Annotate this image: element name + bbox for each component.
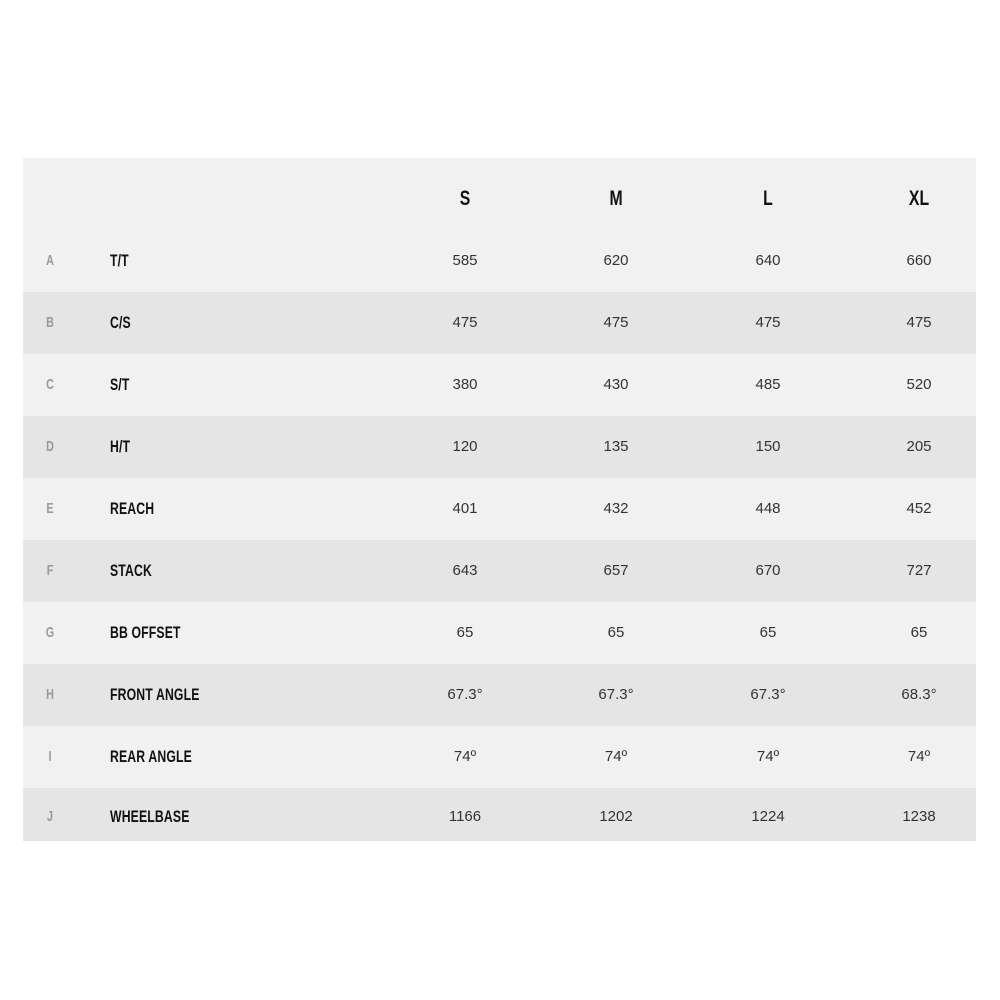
row-value: 401: [452, 500, 478, 517]
size-header: L: [763, 187, 773, 210]
row-label: BB OFFSET: [110, 623, 181, 642]
table-row: [23, 416, 976, 478]
row-label: STACK: [110, 561, 152, 580]
header-row: [23, 168, 976, 230]
row-value: 1166: [448, 808, 482, 825]
row-value: 430: [603, 376, 629, 393]
row-value: 67.3°: [447, 686, 483, 703]
row-value: 135: [603, 438, 629, 455]
row-value: 670: [755, 562, 781, 579]
row-value: 485: [755, 376, 781, 393]
table-row: [23, 602, 976, 664]
row-label: H/T: [110, 437, 131, 456]
row-letter: F: [46, 562, 54, 579]
row-value: 660: [906, 252, 932, 269]
row-value: 205: [906, 438, 932, 455]
row-value: 74º: [907, 748, 931, 765]
row-value: 67.3°: [598, 686, 634, 703]
row-label: WHEELBASE: [110, 807, 190, 826]
row-letter: G: [45, 624, 55, 641]
row-value: 520: [906, 376, 932, 393]
table-row: [23, 726, 976, 788]
row-letter: J: [46, 808, 54, 825]
table-row: [23, 354, 976, 416]
row-value: 65: [759, 624, 777, 641]
row-letter: I: [48, 748, 52, 765]
row-letter: D: [46, 438, 54, 455]
row-value: 74º: [756, 748, 780, 765]
row-value: 475: [452, 314, 478, 331]
row-value: 585: [452, 252, 478, 269]
row-letter: A: [46, 252, 54, 269]
row-value: 74º: [604, 748, 628, 765]
row-value: 1224: [751, 808, 785, 825]
row-letter: E: [46, 500, 54, 517]
row-label: T/T: [110, 251, 129, 270]
row-value: 1238: [902, 808, 936, 825]
row-value: 120: [452, 438, 478, 455]
table-row: [23, 664, 976, 726]
row-value: 448: [755, 500, 781, 517]
row-letter: C: [46, 376, 54, 393]
row-value: 67.3°: [750, 686, 786, 703]
row-value: 65: [607, 624, 625, 641]
row-value: 150: [755, 438, 781, 455]
row-label: C/S: [110, 313, 131, 332]
row-value: 475: [906, 314, 932, 331]
row-letter: H: [46, 686, 54, 703]
row-letter: B: [46, 314, 54, 331]
table-row: [23, 540, 976, 602]
row-value: 65: [456, 624, 474, 641]
row-value: 620: [603, 252, 629, 269]
row-value: 380: [452, 376, 478, 393]
row-value: 65: [910, 624, 928, 641]
row-value: 640: [755, 252, 781, 269]
table-row: [23, 478, 976, 540]
table-row: [23, 230, 976, 292]
row-value: 475: [755, 314, 781, 331]
row-label: FRONT ANGLE: [110, 685, 200, 704]
size-header: S: [459, 187, 471, 210]
table-row: [23, 292, 976, 354]
row-value: 727: [906, 562, 932, 579]
row-label: S/T: [110, 375, 130, 394]
size-header: XL: [908, 187, 930, 210]
row-value: 657: [603, 562, 629, 579]
row-label: REACH: [110, 499, 155, 518]
row-value: 74º: [453, 748, 477, 765]
size-header: M: [609, 187, 623, 210]
row-value: 1202: [599, 808, 633, 825]
table-row: [23, 788, 976, 841]
row-value: 475: [603, 314, 629, 331]
row-value: 432: [603, 500, 629, 517]
row-label: REAR ANGLE: [110, 747, 192, 766]
geometry-table: [23, 158, 976, 841]
row-value: 452: [906, 500, 932, 517]
row-value: 68.3°: [901, 686, 937, 703]
row-value: 643: [452, 562, 478, 579]
